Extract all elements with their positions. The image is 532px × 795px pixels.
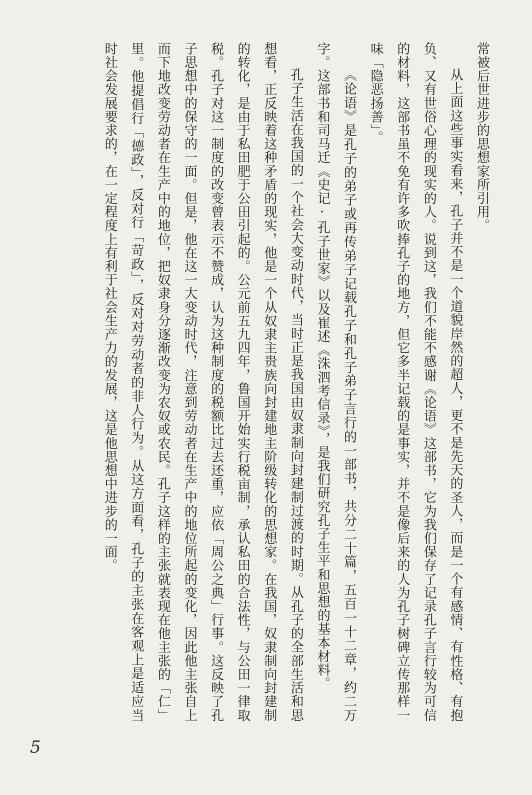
paragraph-2: 从上面这些事实看来，孔子并不是一个道貌岸然的超人，更不是先天的圣人，而是一个有感情、有性格、有抱负、又有世俗心理的现实的人。说到这，我们不能不感谢《论语》这部书，它为我们保存了记录孔子言行较为可信的材料，这部书虽不免有许多吹捧孔子的地方，但它多半记载的是事实，并不是像后来的人为孔子树碑立传那样一味「隐恶扬善」。: [367, 42, 463, 722]
paragraph-4: 孔子生活在我国的一个社会大变动时代，当时正是我国由奴隶制向封建制过渡的时期。从孔子的全部生活和思想看，正反映着这种矛盾的现实，他是一个从奴隶主贵族向封建地主阶级转化的思想家。在我国，奴隶制向封建制的转化，是由于私田肥于公田引起的。公元前五九四年，鲁国开始实行税亩制，承认私田的合法性，与公田一律取税。孔子对这一制度的改变曾表示不赞成，认为这种制度的税额比过去还重，应依「周公之典」行事。这反映了孔子思想中的保守的一面。但是，他在这一大变动时代，注意到劳动者在生产中的地位所起的变化，因此他主张自上而下地改变劳动者在生产中的地位，把奴隶身分逐渐改变为农奴或农民。孔子这样的主张就表现在他主张的「仁」里。他提倡行「德政」，反对行「苛政」，反对对劳动者的非人行为。从这方面看，孔子的主张在客观上是适应当时社会发展要求的，在一定程度上有利于社会生产力的发展，这是他思想中进步的一面。: [101, 42, 303, 722]
paragraph-1: 常被后世进步的思想家所引用。: [474, 42, 489, 233]
paragraph-3: 《论语》是孔子的弟子或再传弟子记载孔子和孔子弟子言行的一部书，共分二十篇，五百一十二章，约二万字。这部书和司马迁《史记·孔子世家》以及崔述《洙泗考信录》，是我们研究孔子生平和思想的基本材料。: [314, 42, 357, 722]
vertical-text-body: [95, 42, 494, 722]
page-number: 5: [30, 738, 41, 758]
